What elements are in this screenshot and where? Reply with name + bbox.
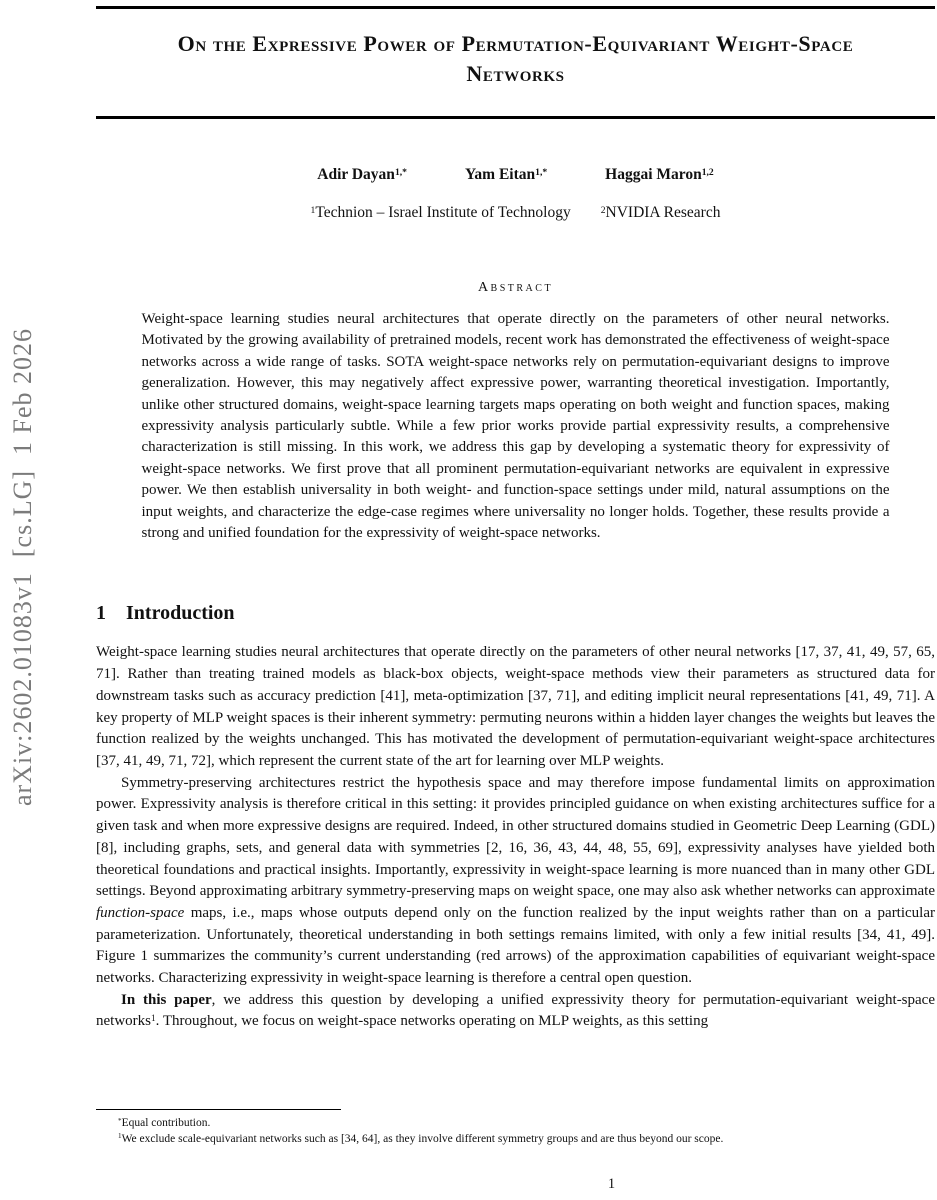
author-block [96, 166, 935, 184]
paragraph-text: Symmetry-preserving architectures restrict the hypothesis space and may therefore impose fundamental limits on approximation power. Expressivity analysis is therefore critical in this setting: it provides principled guidance on when existing architectures suffice for a given task and when more expressive designs are required. Indeed, in other structured domains studied in Geometric Deep Learning (GDL) [8], including graphs, sets, and general data with symmetries [2, 16, 36, 43, 44, 48, 55, 69], expressivity analyses have yielded both theoretical foundations and practical insights. Importantly, expressivity in weight-space learning is more nuanced than in many other GDL settings. Beyond approximating arbitrary symmetry-preserving maps on weight space, one may also ask whether networks can approximate [96, 774, 935, 900]
paragraph-text: maps, i.e., maps whose outputs depend only on the function realized by the input weights rather than on a particular parameterization. Unfortunately, theoretical understanding in both settings remains limited, with only a few initial results [34, 41, 49]. Figure 1 summarizes the community’s current understanding (red arrows) of the approximation capabilities of equivariant weight-space networks. Characterizing expressivity in weight-space learning is therefore a central open question. [96, 904, 935, 987]
footnote-text: Equal contribution. [121, 1117, 211, 1129]
paragraph-text: . Throughout, we focus on weight-space networks operating on MLP weights, as this setting [155, 1013, 709, 1030]
affiliation-marker: 2 [600, 204, 606, 216]
author [317, 166, 407, 184]
arxiv-watermark: arXiv:2602.01083v1 [cs.LG] 1 Feb 2026 [8, 327, 37, 807]
author-name: Adir Dayan [317, 166, 395, 183]
bold-lead-in: In this paper [121, 991, 212, 1008]
intro-paragraph-2 [96, 773, 935, 990]
affiliation-marker: 1 [310, 204, 316, 216]
italic-term: function-space [96, 904, 185, 921]
footnote-equal-contribution [96, 1116, 935, 1132]
affiliation-text: Technion – Israel Institute of Technology [315, 204, 571, 221]
author-name: Haggai Maron [605, 166, 702, 183]
top-rule [96, 6, 935, 9]
affiliation-text: NVIDIA Research [605, 204, 721, 221]
footnote-rule [96, 1109, 341, 1110]
paper-title: On the Expressive Power of Permutation-Equivariant Weight-Space Networks [177, 31, 854, 86]
author [465, 166, 547, 184]
paragraph-text: , we address this question by developing a unified expressivity theory for permutation-equivariant weight-space networks [96, 991, 935, 1030]
affiliation [601, 204, 721, 222]
author-name: Yam Eitan [464, 166, 536, 183]
intro-paragraph-1: Weight-space learning studies neural architectures that operate directly on the parameters of other neural networks [17, 37, 41, 49, 57, 65, 71]. Rather than treating trained models as black-box objects, weight-space methods view their parameters as structured data for downstream tasks such as accuracy prediction [41], meta-optimization [37, 71], and editing implicit neural representations [41, 49, 71]. A key property of MLP weight spaces is their inherent symmetry: permuting neurons within a hidden layer changes the weights but leaves the function realized by the weights unchanged. This has motivated the development of permutation-equivariant weight-space architectures [37, 41, 49, 71, 72], which represent the current state of the art for learning over MLP weights. [96, 644, 935, 769]
footnote-text: We exclude scale-equivariant networks such as [34, 64], as they involve different symmetry groups and are thus beyond our scope. [121, 1132, 724, 1145]
section-heading [96, 602, 935, 625]
footnote-scale-equivariant [96, 1132, 935, 1148]
page-number: 1 [607, 1176, 616, 1192]
footnote-marker: 1 [118, 1132, 122, 1141]
abstract-heading: Abstract [477, 280, 554, 295]
title-rule [96, 116, 935, 119]
section-number: 1 [96, 602, 106, 625]
affiliation [311, 204, 571, 222]
footnote-block [96, 1109, 935, 1147]
section-title: Introduction [126, 602, 235, 625]
author-affiliation-marker: 1,* [535, 166, 548, 178]
author-affiliation-marker: 1,* [394, 166, 407, 178]
abstract-text: Weight-space learning studies neural architectures that operate directly on the parameters of other neural networks. Motivated by the growing availability of pretrained models, recent work has demonstrated the effectiveness of weight-space networks across a wide range of tasks. SOTA weight-space networks rely on permutation-equivariant designs to improve generalization. However, this may negatively affect expressive power, warranting theoretical investigation. Importantly, unlike other structured domains, weight-space learning targets maps operating on both weight and function spaces, making expressivity analysis particularly subtle. While a few prior works provide partial expressivity results, a comprehensive characterization is still missing. In this work, we address this gap by developing a systematic theory for expressivity of weight-space networks. We first prove that all prominent permutation-equivariant networks are equivalent in expressive power. We then establish universality in both weight- and function-space settings under mild, natural assumptions on the input weights, and characterize the edge-case regimes where universality no longer holds. Together, these results provide a strong and unified foundation for the expressivity of weight-space networks. [141, 311, 890, 542]
author [605, 166, 714, 184]
footnote-reference: 1 [151, 1014, 156, 1025]
footnote-marker: * [118, 1116, 122, 1125]
affiliation-block [96, 204, 935, 222]
intro-paragraph-3 [96, 990, 935, 1035]
author-affiliation-marker: 1,2 [701, 166, 714, 178]
